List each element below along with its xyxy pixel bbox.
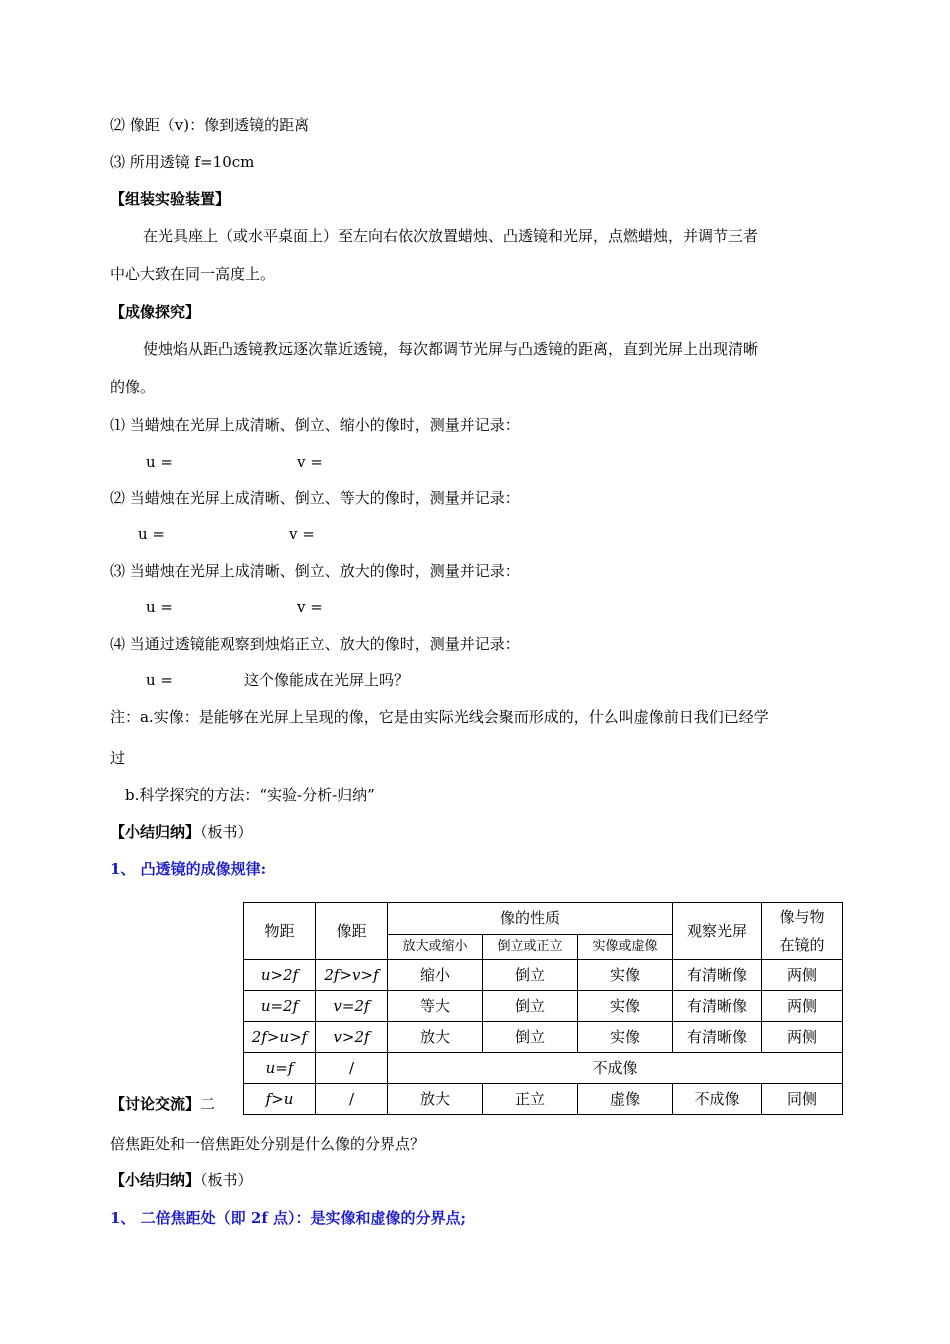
cell-u: u=2f bbox=[244, 991, 316, 1022]
subheader-size: 放大或缩小 bbox=[388, 934, 483, 959]
table-row bbox=[244, 1053, 843, 1084]
summary-heading-2 bbox=[110, 1170, 253, 1190]
step-3-u: u = bbox=[146, 598, 173, 616]
paragraph-assemble-1: 在光具座上（或水平桌面上）至左向右依次放置蜡烛、凸透镜和光屏，点燃蜡烛，并调节三者 bbox=[143, 227, 759, 245]
image-distance-definition: ⑵ 像距（v)：像到透镜的距离 bbox=[110, 116, 310, 134]
cell-kind: 实像 bbox=[578, 1022, 673, 1053]
header-side-line-1: 像与物 bbox=[779, 908, 825, 926]
table-row bbox=[244, 1084, 843, 1115]
table-row bbox=[244, 991, 843, 1022]
header-side-line-2: 在镜的 bbox=[779, 936, 825, 954]
lens-focal-length: ⑶ 所用透镜 f=10cm bbox=[110, 153, 255, 171]
cell-size: 放大 bbox=[388, 1084, 483, 1115]
summary-heading-1 bbox=[110, 822, 253, 842]
summary-heading-1-title: 【小结归纳】 bbox=[110, 823, 201, 841]
subheader-kind: 实像或虚像 bbox=[578, 934, 673, 959]
cell-orientation: 倒立 bbox=[483, 991, 578, 1022]
step-3: ⑶ 当蜡烛在光屏上成清晰、倒立、放大的像时，测量并记录： bbox=[110, 562, 520, 580]
cell-u: 2f>u>f bbox=[244, 1022, 316, 1053]
imaging-rules-table bbox=[243, 902, 843, 1115]
cell-kind: 实像 bbox=[578, 960, 673, 991]
section-heading-assemble: 【组装实验装置】 bbox=[110, 190, 231, 208]
cell-size: 缩小 bbox=[388, 960, 483, 991]
cell-side: 同侧 bbox=[762, 1084, 843, 1115]
header-observe-screen: 观察光屏 bbox=[673, 903, 762, 960]
cell-u: u>2f bbox=[244, 960, 316, 991]
paragraph-imaging-2: 的像。 bbox=[110, 378, 156, 396]
step-2: ⑵ 当蜡烛在光屏上成清晰、倒立、等大的像时，测量并记录： bbox=[110, 489, 520, 507]
convex-lens-rules-heading: 1、 凸透镜的成像规律: bbox=[110, 860, 267, 878]
cell-side: 两侧 bbox=[762, 960, 843, 991]
summary-heading-2-title: 【小结归纳】 bbox=[110, 1171, 201, 1189]
section-heading-imaging: 【成像探究】 bbox=[110, 303, 201, 321]
summary-heading-2-note: （板书） bbox=[200, 1171, 253, 1189]
step-3-v: v = bbox=[297, 598, 323, 616]
discussion-heading-title: 【讨论交流】 bbox=[110, 1095, 201, 1113]
discussion-heading bbox=[110, 1094, 215, 1114]
table-row bbox=[244, 960, 843, 991]
cell-kind: 虚像 bbox=[578, 1084, 673, 1115]
header-image-nature: 像的性质 bbox=[388, 903, 673, 935]
cell-v: / bbox=[316, 1084, 388, 1115]
cell-v: 2f>v>f bbox=[316, 960, 388, 991]
discussion-heading-text: 二 bbox=[200, 1095, 216, 1113]
cell-u: u=f bbox=[244, 1053, 316, 1084]
cell-size: 等大 bbox=[388, 991, 483, 1022]
step-4: ⑷ 当通过透镜能观察到烛焰正立、放大的像时，测量并记录： bbox=[110, 635, 520, 653]
step-4-question: 这个像能成在光屏上吗？ bbox=[244, 671, 410, 689]
cell-v: v>2f bbox=[316, 1022, 388, 1053]
cell-orientation: 倒立 bbox=[483, 1022, 578, 1053]
cell-side: 两侧 bbox=[762, 1022, 843, 1053]
cell-no-image: 不成像 bbox=[388, 1053, 843, 1084]
header-side bbox=[762, 903, 843, 960]
cell-screen: 有清晰像 bbox=[673, 991, 762, 1022]
note-method: b.科学探究的方法：“实验-分析-归纳” bbox=[125, 786, 375, 804]
cell-v: / bbox=[316, 1053, 388, 1084]
note-continued: 过 bbox=[110, 749, 126, 767]
cell-orientation: 倒立 bbox=[483, 960, 578, 991]
step-1: ⑴ 当蜡烛在光屏上成清晰、倒立、缩小的像时，测量并记录： bbox=[110, 416, 520, 434]
cell-v: v=2f bbox=[316, 991, 388, 1022]
cell-kind: 实像 bbox=[578, 991, 673, 1022]
cell-size: 放大 bbox=[388, 1022, 483, 1053]
discussion-question: 倍焦距处和一倍焦距处分别是什么像的分界点？ bbox=[110, 1135, 426, 1153]
step-2-u: u = bbox=[138, 525, 165, 543]
step-1-v: v = bbox=[297, 453, 323, 471]
note-real-image: 注：a.实像：是能够在光屏上呈现的像，它是由实际光线会聚而形成的，什么叫虚像前日我们已经学 bbox=[110, 708, 769, 726]
summary-heading-1-note: （板书） bbox=[200, 823, 253, 841]
cell-orientation: 正立 bbox=[483, 1084, 578, 1115]
paragraph-assemble-2: 中心大致在同一高度上。 bbox=[110, 265, 276, 283]
step-1-u: u = bbox=[146, 453, 173, 471]
boundary-point-conclusion: 1、 二倍焦距处（即 2f 点）：是实像和虚像的分界点; bbox=[110, 1209, 467, 1227]
cell-screen: 不成像 bbox=[673, 1084, 762, 1115]
header-image-distance: 像距 bbox=[316, 903, 388, 960]
step-4-u: u = bbox=[146, 671, 173, 689]
cell-side: 两侧 bbox=[762, 991, 843, 1022]
header-object-distance: 物距 bbox=[244, 903, 316, 960]
cell-screen: 有清晰像 bbox=[673, 960, 762, 991]
subheader-orientation: 倒立或正立 bbox=[483, 934, 578, 959]
table-header-row bbox=[244, 903, 843, 935]
step-2-v: v = bbox=[289, 525, 315, 543]
cell-u: f>u bbox=[244, 1084, 316, 1115]
table-row bbox=[244, 1022, 843, 1053]
paragraph-imaging-1: 使烛焰从距凸透镜教远逐次靠近透镜，每次都调节光屏与凸透镜的距离，直到光屏上出现清晰 bbox=[143, 340, 759, 358]
cell-screen: 有清晰像 bbox=[673, 1022, 762, 1053]
